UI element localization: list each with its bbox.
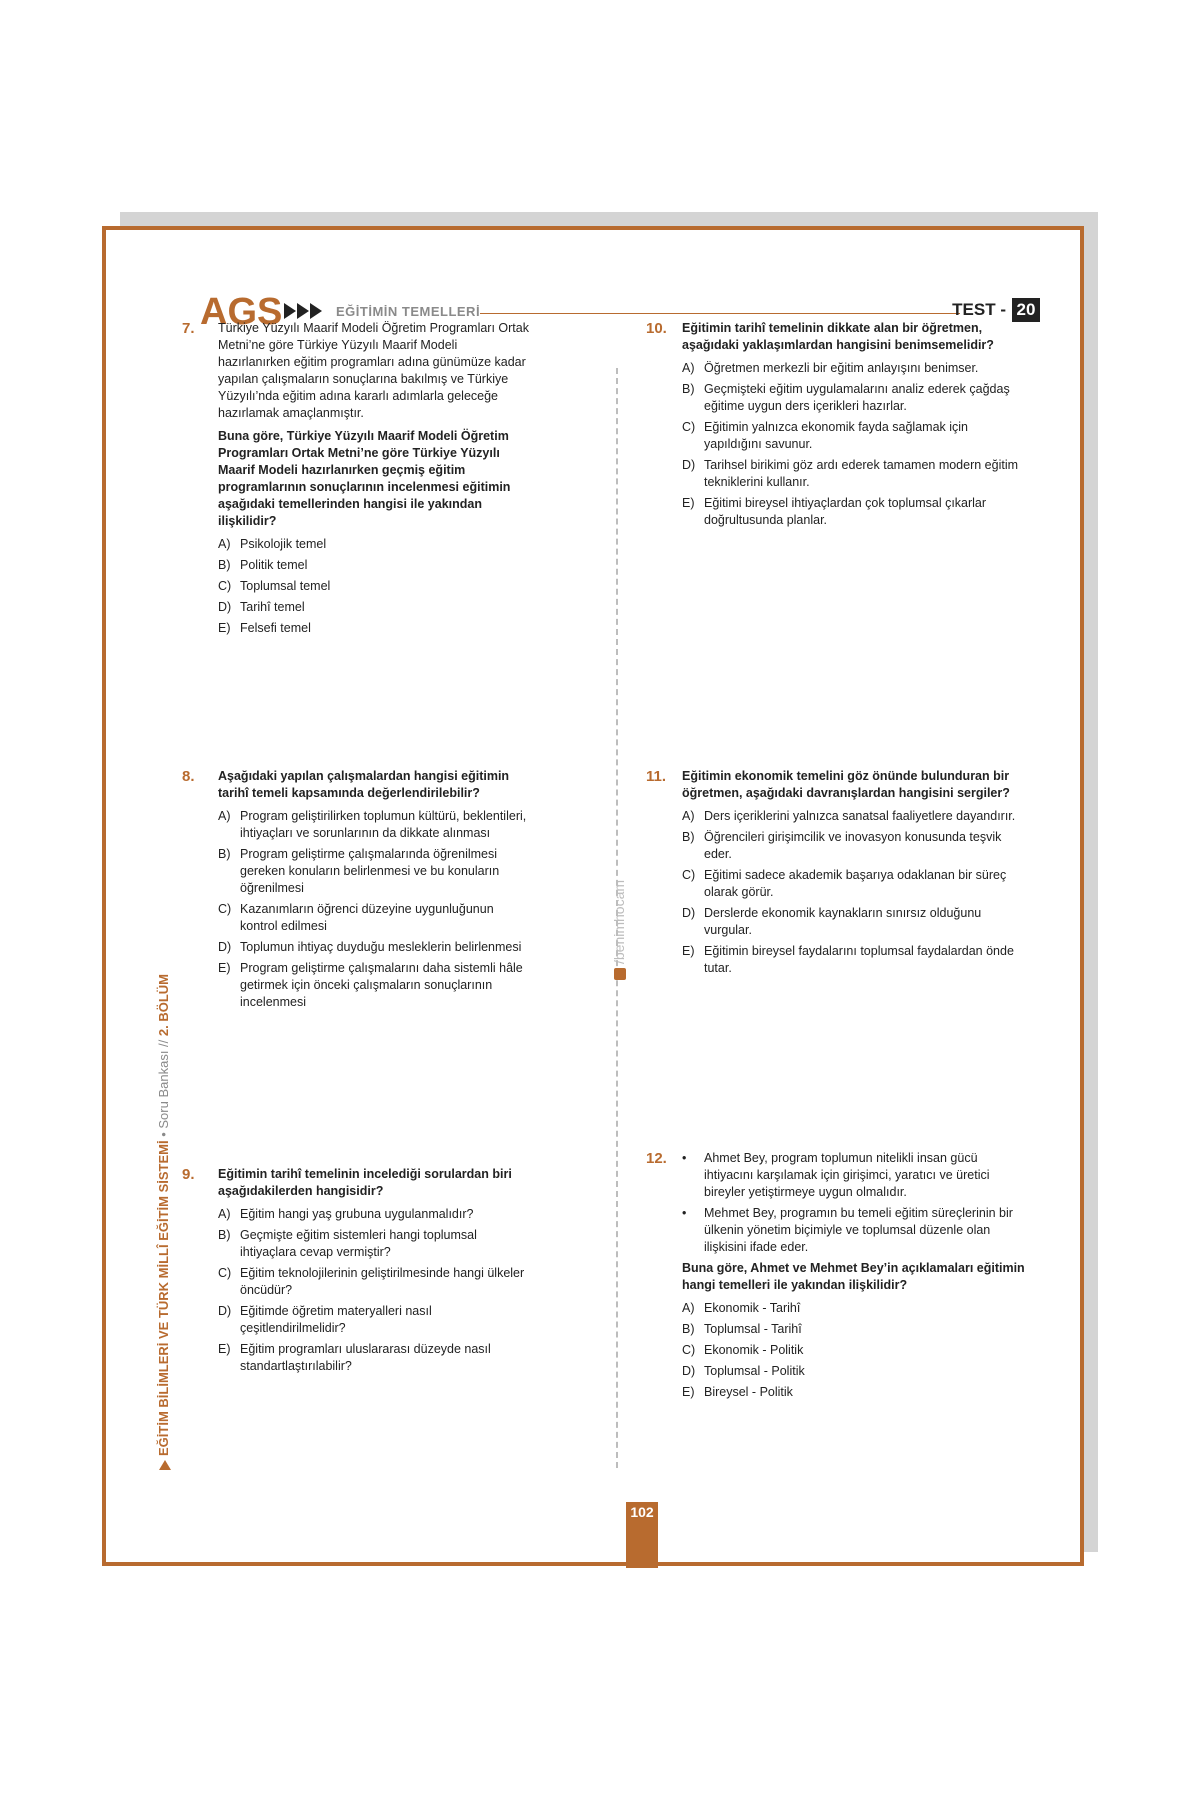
option-c[interactable]: C) Eğitimin yalnızca ekonomik fayda sağlamak için yapıldığını savunur. xyxy=(682,420,969,451)
question-text: Eğitimin tarihî temelinin incelediği sorulardan biri aşağıdakilerden hangisidir? xyxy=(218,1167,512,1198)
question-number: 7. xyxy=(182,320,195,337)
test-label: TEST - xyxy=(952,300,1006,319)
side-label-main: EĞİTİM BİLİMLERİ VE TÜRK MİLLÎ EĞİTİM SİSTEMİ xyxy=(156,1140,171,1456)
option-a[interactable]: A) Program geliştirilirken toplumun kültürü, beklentileri, ihtiyaçları ve sorunlarının da dikkate alınması xyxy=(218,809,527,840)
option-b[interactable]: B) Öğrencileri girişimcilik ve inovasyon konusunda teşvik eder. xyxy=(682,830,1002,861)
option-d[interactable]: D) Toplumun ihtiyaç duyduğu mesleklerin belirlenmesi xyxy=(218,940,522,954)
option-b[interactable]: B) Geçmişte eğitim sistemleri hangi toplumsal ihtiyaçlara cevap vermiştir? xyxy=(218,1228,477,1259)
triple-arrow-icon xyxy=(284,303,322,319)
bullet-item: • Mehmet Bey, programın bu temeli eğitim süreçlerinin bir ülkenin yönetim biçimiyle ve toplumsal düzenle olan ilişkisini ifade eder. xyxy=(682,1206,1013,1254)
question-text: Eğitimin ekonomik temelini göz önünde bulunduran bir öğretmen, aşağıdaki davranışlardan hangisini sergiler? xyxy=(682,769,1010,800)
question-text: Eğitimin tarihî temelinin dikkate alan bir öğretmen, aşağıdaki yaklaşımlardan hangisini benimsemelidir? xyxy=(682,321,994,352)
option-b[interactable]: B) Program geliştirme çalışmalarında öğrenilmesi gereken konuların belirlenmesi ve bu konuların öğrenilmesi xyxy=(218,847,500,895)
ags-logo: AGS xyxy=(200,291,283,333)
option-a[interactable]: A) Psikolojik temel xyxy=(218,537,327,551)
question-number: 10. xyxy=(646,320,667,337)
question-7 xyxy=(182,320,532,641)
page-frame xyxy=(102,226,1084,1566)
question-number: 11. xyxy=(646,768,667,785)
question-number: 9. xyxy=(182,1166,195,1183)
question-9 xyxy=(182,1166,532,1379)
question-text: Buna göre, Ahmet ve Mehmet Bey’in açıklamaları eğitimin hangi temelleri ile yakından ilişkilidir? xyxy=(682,1261,1025,1292)
arrow-icon xyxy=(159,1460,171,1470)
option-d[interactable]: D) Tarihî temel xyxy=(218,600,305,614)
option-d[interactable]: D) Derslerde ekonomik kaynakların sınırsız olduğunu vurgular. xyxy=(682,906,982,937)
page-number: 102 xyxy=(630,1504,654,1520)
question-11 xyxy=(646,768,1026,981)
option-e[interactable]: E) Bireysel - Politik xyxy=(682,1385,793,1399)
option-a[interactable]: A) Ders içeriklerini yalnızca sanatsal faaliyetlere dayandırır. xyxy=(682,809,1016,823)
option-b[interactable]: B) Toplumsal - Tarihî xyxy=(682,1322,802,1336)
option-e[interactable]: E) Eğitim programları uluslararası düzeyde nasıl standartlaştırılabilir? xyxy=(218,1342,491,1373)
option-b[interactable]: B) Geçmişteki eğitim uygulamalarını analiz ederek çağdaş eğitime uygun ders içerikleri hazırlar. xyxy=(682,382,1010,413)
option-e[interactable]: E) Eğitimi bireysel ihtiyaçlardan çok toplumsal çıkarlar doğrultusunda planlar. xyxy=(682,496,987,527)
question-8 xyxy=(182,768,532,1015)
question-text: Buna göre, Türkiye Yüzyılı Maarif Modeli Öğretim Programları Ortak Metni’ne göre Türkiye Yüzyılı Maarif Modeli hazırlanırken geçmiş eğitim programlarının sonuçlarının incelenmesi eğitimin aşağıdaki temellerinden hangisi ile yakından ilişkilidir? xyxy=(218,429,511,528)
side-label xyxy=(156,974,171,1470)
option-e[interactable]: E) Program geliştirme çalışmalarını daha sistemli hâle getirmek için önceki çalışmaların sonuçlarının incelenmesi xyxy=(218,961,523,1009)
question-number: 12. xyxy=(646,1150,667,1167)
option-d[interactable]: D) Toplumsal - Politik xyxy=(682,1364,805,1378)
option-a[interactable]: A) Eğitim hangi yaş grubuna uygulanmalıdır? xyxy=(218,1207,474,1221)
option-c[interactable]: C) Eğitimi sadece akademik başarıya odaklanan bir süreç olarak görür. xyxy=(682,868,1007,899)
question-stem: Türkiye Yüzyılı Maarif Modeli Öğretim Programları Ortak Metni’ne göre Türkiye Yüzyılı Maarif Modeli hazırlanırken eğitim programları adına günümüze kadar yapılan çalışmaların sonuçlarına bakılmış ve Türkiye Yüzyılı’nda eğitim adına kararlı adımlarla geleceğe hazırlamak amaçlanmıştır. xyxy=(218,321,529,420)
option-d[interactable]: D) Eğitimde öğretim materyalleri nasıl çeşitlendirilmelidir? xyxy=(218,1304,432,1335)
option-d[interactable]: D) Tarihsel birikimi göz ardı ederek tamamen modern eğitim tekniklerini kullanır. xyxy=(682,458,1019,489)
option-a[interactable]: A) Öğretmen merkezli bir eğitim anlayışını benimser. xyxy=(682,361,979,375)
play-icon xyxy=(614,968,626,980)
watermark xyxy=(611,880,627,980)
option-c[interactable]: C) Eğitim teknolojilerinin geliştirilmesinde hangi ülkeler öncüdür? xyxy=(218,1266,525,1297)
header-rule xyxy=(480,313,960,314)
page-number-tab xyxy=(626,1502,658,1568)
option-b[interactable]: B) Politik temel xyxy=(218,558,308,572)
side-label-middle: • Soru Bankası // xyxy=(156,1036,171,1141)
question-text: Aşağıdaki yapılan çalışmalardan hangisi eğitimin tarihî temeli kapsamında değerlendirilebilir? xyxy=(218,769,510,800)
option-c[interactable]: C) Ekonomik - Politik xyxy=(682,1343,804,1357)
option-c[interactable]: C) Toplumsal temel xyxy=(218,579,331,593)
option-e[interactable]: E) Felsefi temel xyxy=(218,621,311,635)
side-label-end: 2. BÖLÜM xyxy=(156,973,171,1037)
option-e[interactable]: E) Eğitimin bireysel faydalarını toplumsal faydalardan önde tutar. xyxy=(682,944,1014,975)
watermark-text: /benimhocam xyxy=(611,879,627,964)
section-title: EĞİTİMİN TEMELLERİ xyxy=(336,304,481,319)
question-12 xyxy=(646,1150,1026,1405)
option-a[interactable]: A) Ekonomik - Tarihî xyxy=(682,1301,801,1315)
question-number: 8. xyxy=(182,768,195,785)
option-c[interactable]: C) Kazanımların öğrenci düzeyine uygunluğunun kontrol edilmesi xyxy=(218,902,494,933)
question-10 xyxy=(646,320,1026,533)
bullet-item: • Ahmet Bey, program toplumun nitelikli insan gücü ihtiyacını karşılamak için girişimci, yaratıcı ve üretici bireyler yetiştirmeye uygun olmalıdır. xyxy=(682,1151,990,1199)
test-number-badge: 20 xyxy=(1012,298,1040,322)
